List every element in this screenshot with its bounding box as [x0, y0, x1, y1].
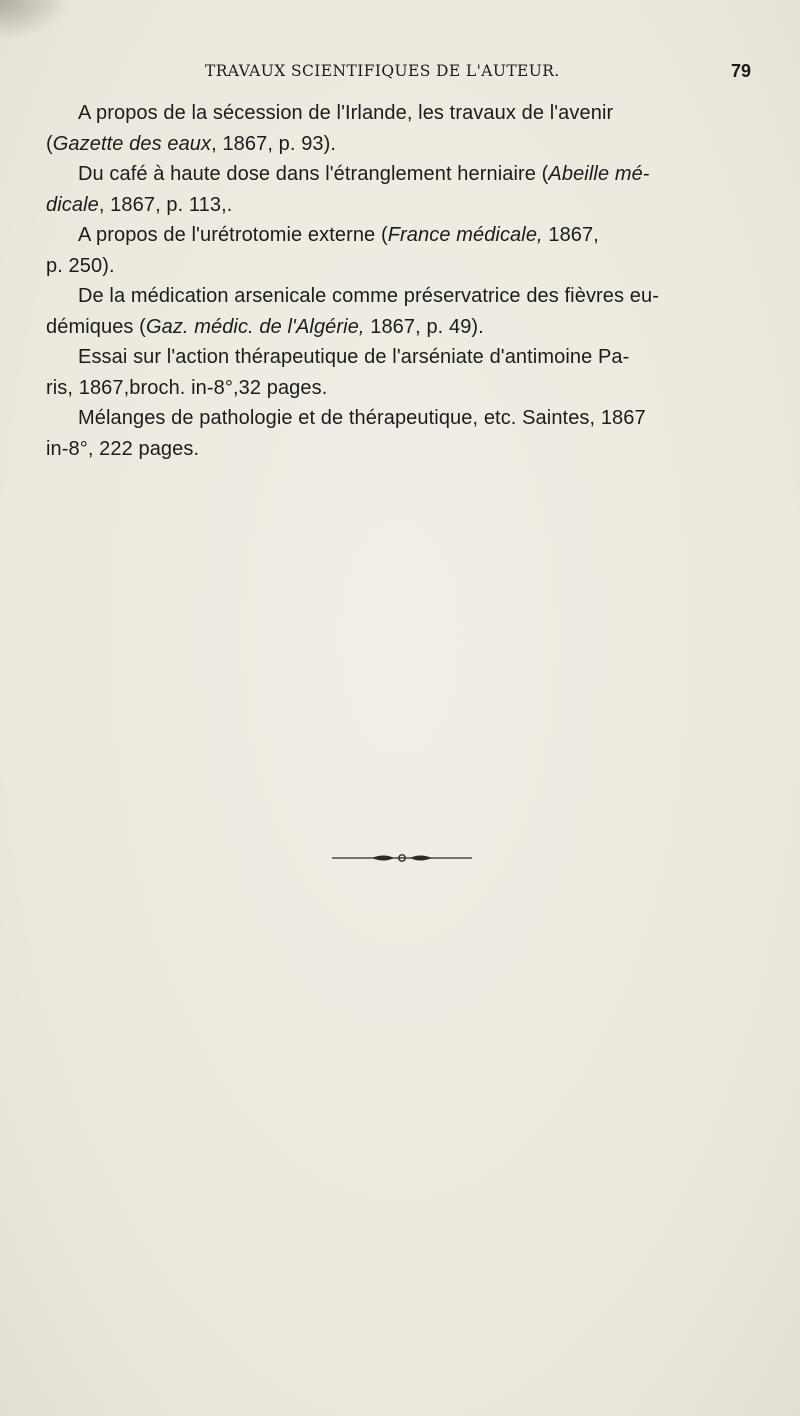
fleuron-ornament — [332, 852, 472, 864]
running-head — [0, 62, 800, 86]
bibliography-entry — [46, 403, 762, 464]
entry-line: A propos de la sécession de l'Irlande, les travaux de l'avenir — [78, 102, 614, 124]
corner-shadow — [0, 0, 70, 40]
running-head-title: TRAVAUX SCIENTIFIQUES DE L'AUTEUR. — [205, 62, 560, 80]
entry-line: De la médication arsenicale comme préservatrice des fièvres eu- — [78, 285, 659, 307]
bibliography-entry — [46, 342, 762, 403]
journal-title: France médicale, — [387, 224, 543, 246]
journal-title: Gazette des eaux — [52, 132, 212, 155]
bibliography-entry — [46, 220, 762, 281]
bibliography-entry — [46, 98, 762, 159]
entry-line: dicale, 1867, p. 113,. — [46, 193, 233, 216]
entry-line: Essai sur l'action thérapeutique de l'arséniate d'antimoine Pa- — [78, 346, 630, 368]
journal-title: Gaz. médic. de l'Algérie, — [145, 315, 365, 338]
bibliography-entry — [46, 159, 762, 220]
entry-line: Du café à haute dose dans l'étranglement herniaire (Abeille mé- — [78, 163, 650, 185]
entry-line: A propos de l'urétrotomie externe (France médicale, 1867, — [78, 224, 599, 246]
bibliography-list — [46, 98, 762, 464]
journal-title: dicale — [46, 193, 99, 216]
entry-line: in-8°, 222 pages. — [46, 437, 200, 460]
bibliography-entry — [46, 281, 762, 342]
entry-line: ris, 1867,broch. in-8°,32 pages. — [46, 376, 328, 399]
journal-title: Abeille mé- — [548, 163, 650, 185]
entry-line: démiques (Gaz. médic. de l'Algérie, 1867, p. 49). — [46, 315, 484, 338]
entry-line: (Gazette des eaux, 1867, p. 93). — [46, 132, 337, 155]
entry-line: Mélanges de pathologie et de thérapeutique, etc. Saintes, 1867 — [78, 407, 646, 429]
page-number: 79 — [731, 61, 752, 81]
entry-line: p. 250). — [46, 254, 115, 277]
